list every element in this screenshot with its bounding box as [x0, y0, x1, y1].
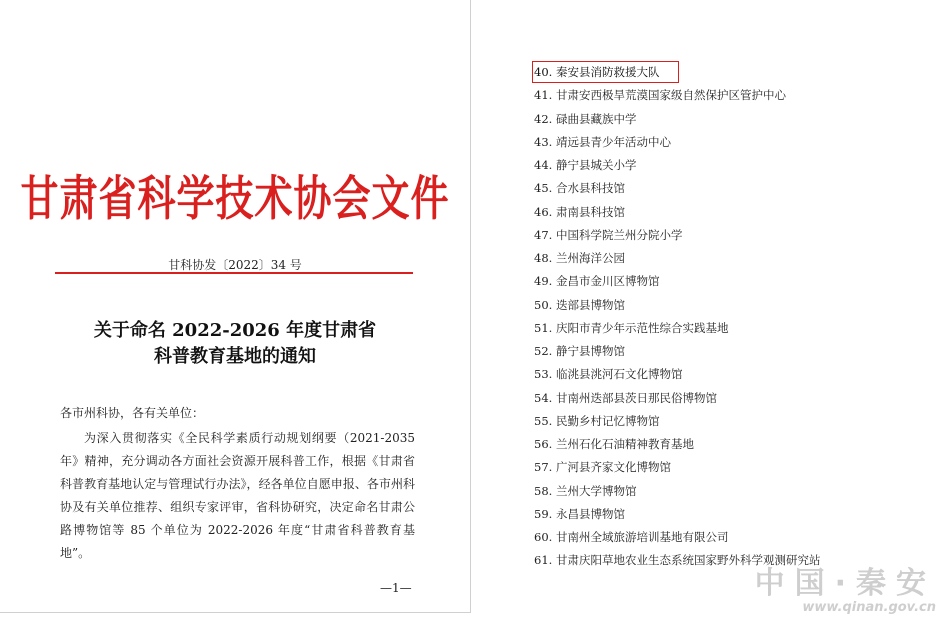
list-item: 52. 静宁县博物馆: [534, 344, 625, 358]
document-page-right: [494, 0, 950, 633]
list-item: 54. 甘南州迭部县茨日那民俗博物馆: [534, 390, 717, 405]
list-item: 49. 金昌市金川区博物馆: [534, 274, 660, 289]
list-item: 50. 迭部县博物馆: [534, 297, 625, 312]
list-item: 61. 甘肃庆阳草地农业生态系统国家野外科学观测研究站: [534, 553, 821, 568]
list-item: 48. 兰州海洋公园: [534, 251, 625, 265]
watermark: [755, 568, 936, 615]
red-divider: [55, 272, 413, 274]
list-item: 60. 甘南州全域旅游培训基地有限公司: [534, 530, 729, 544]
list-item: 43. 靖远县青少年活动中心: [534, 134, 671, 149]
document-title-line-1: 关于命名 2022-2026 年度甘肃省: [93, 320, 377, 341]
list-item: 55. 民勤乡村记忆博物馆: [534, 413, 660, 428]
watermark-logo: 中国·秦安: [754, 566, 936, 601]
body-paragraph: 为深入贯彻落实《全民科学素质行动规划纲要（2021-2035年》精神，充分调动各方面社会资源开展科普工作，根据《甘肃省科普教育基地认定与管理试行办法》，经各单位自愿申报、各市州科协及有关单位推荐、组织专家评审，省科协研究，决定命名甘肃公路博物馆等 85 个单位为 2022-2026 年度“甘肃省科普教育基地”。: [60, 431, 415, 560]
list-item: 56. 兰州石化石油精神教育基地: [534, 437, 694, 451]
list-item: 44. 静宁县城关小学: [534, 158, 637, 172]
page-number: —1—: [380, 581, 412, 595]
list-item: 45. 合水县科技馆: [534, 181, 625, 196]
list-item: 47. 中国科学院兰州分院小学: [534, 227, 683, 242]
list-item: 53. 临洮县洮河石文化博物馆: [534, 367, 683, 382]
list-item: 57. 广河县齐家文化博物馆: [534, 460, 671, 475]
list-item: 40. 秦安县消防救援大队: [534, 65, 660, 79]
list-item: 42. 碌曲县藏族中学: [534, 111, 637, 126]
unit-list: [534, 61, 934, 573]
addressee: 各市州科协，各有关单位：: [60, 406, 205, 420]
list-item: 59. 永昌县博物馆: [534, 506, 625, 521]
document-title-line-2: 科普教育基地的通知: [154, 346, 316, 367]
document-number: 甘科协发〔2022〕34 号: [168, 258, 302, 272]
document-page-left: [0, 0, 471, 613]
watermark-url: www.qinan.gov.cn: [802, 600, 936, 615]
list-item: 51. 庆阳市青少年示范性综合实践基地: [534, 320, 729, 335]
list-item: 46. 肃南县科技馆: [534, 204, 625, 219]
list-item: 58. 兰州大学博物馆: [534, 483, 637, 498]
document-header: 甘肃省科学技术协会文件: [20, 170, 450, 227]
list-item: 41. 甘肃安西极旱荒漠国家级自然保护区管护中心: [534, 88, 786, 103]
document-title: [0, 318, 470, 370]
